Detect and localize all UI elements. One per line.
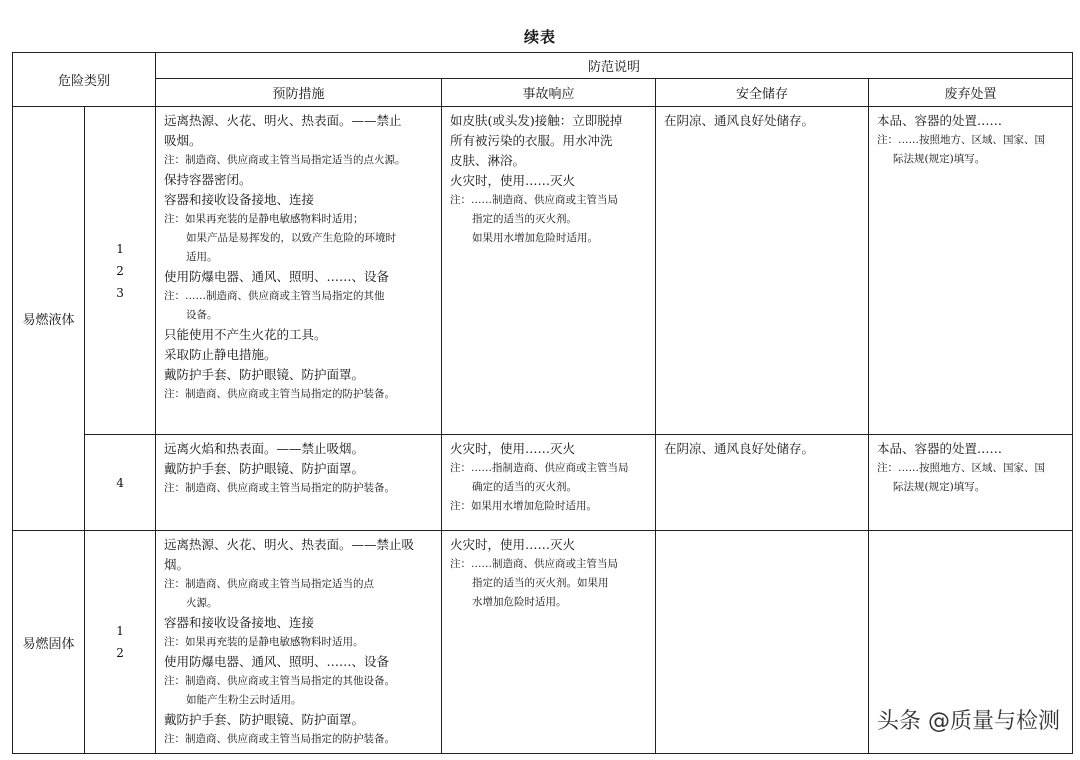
- storage-cell: [656, 107, 869, 435]
- disposal-cell: [869, 107, 1073, 435]
- text-line: 本品、容器的处置……: [877, 441, 1003, 456]
- storage-cell: [656, 435, 869, 531]
- note-line: 设备。: [186, 309, 218, 321]
- text-line: 采取防止静电措施。: [164, 347, 277, 362]
- hazard-class-cell: [85, 435, 156, 531]
- header-hazard-category: 危险类别: [13, 53, 156, 107]
- note-line: 水增加危险时适用。: [472, 596, 567, 608]
- disposal-cell: [869, 435, 1073, 531]
- hazard-class: 2: [116, 263, 124, 278]
- note-line: 际法规(规定)填写。: [893, 481, 986, 493]
- hazard-class: 1: [116, 241, 124, 256]
- text-line: 吸烟。: [164, 133, 202, 148]
- note-line: 注：如果再充装的是静电敏感物料时适用；: [164, 213, 364, 225]
- text-line: 只能使用不产生火花的工具。: [164, 327, 327, 342]
- hazard-class-cell: [85, 531, 156, 754]
- note-line: 际法规(规定)填写。: [893, 153, 986, 165]
- response-cell: [442, 107, 656, 435]
- precaution-table: [12, 52, 1073, 754]
- note-line: 注：……按照地方、区域、国家、国: [877, 462, 1046, 474]
- text-line: 保持容器密闭。: [164, 172, 252, 187]
- prevention-cell: [156, 531, 442, 754]
- note-line: 注：……指制造商、供应商或主管当局: [450, 462, 629, 474]
- text-line: 戴防护手套、防护眼镜、防护面罩。: [164, 461, 365, 476]
- note-line: 如能产生粉尘云时适用。: [186, 694, 302, 706]
- page-title: 续表: [523, 28, 556, 46]
- prevention-cell: [156, 107, 442, 435]
- note-line: 注：如果再充装的是静电敏感物料时适用。: [164, 636, 364, 648]
- header-response: 事故响应: [442, 79, 656, 107]
- note-line: 指定的适当的灭火剂。如果用: [472, 577, 609, 589]
- hazard-category-cell: 易燃固体: [13, 531, 85, 754]
- text-line: 容器和接收设备接地、连接: [164, 192, 315, 207]
- note-line: 注：制造商、供应商或主管当局指定适当的点: [164, 578, 375, 590]
- note-line: 适用。: [186, 251, 218, 263]
- note-line: 注：制造商、供应商或主管当局指定适当的点火源。: [164, 154, 406, 166]
- note-line: 指定的适当的灭火剂。: [472, 213, 578, 225]
- text-line: 远离火焰和热表面。——禁止吸烟。: [164, 441, 365, 456]
- watermark: 头条 @质量与检测: [877, 709, 1060, 734]
- text-line: 戴防护手套、防护眼镜、防护面罩。: [164, 712, 365, 727]
- text-line: 所有被污染的衣服。用水冲洗: [450, 133, 613, 148]
- text-line: 如皮肤(或头发)接触：立即脱掉: [450, 113, 623, 128]
- hazard-category-cell: 易燃液体: [13, 107, 85, 531]
- text-line: 在阴凉、通风良好处储存。: [664, 113, 815, 128]
- text-line: 火灾时，使用……灭火: [450, 537, 576, 552]
- text-line: 皮肤、淋浴。: [450, 153, 526, 168]
- text-line: 戴防护手套、防护眼镜、防护面罩。: [164, 367, 365, 382]
- note-line: 如果产品是易挥发的，以致产生危险的环境时: [186, 232, 397, 244]
- note-line: 注：制造商、供应商或主管当局指定的防护装备。: [164, 388, 396, 400]
- table-row: [13, 107, 1073, 435]
- note-line: 注：……按照地方、区域、国家、国: [877, 134, 1046, 146]
- note-line: 火源。: [186, 597, 218, 609]
- prevention-cell: [156, 435, 442, 531]
- note-line: 注：制造商、供应商或主管当局指定的其他设备。: [164, 675, 396, 687]
- note-line: 注：制造商、供应商或主管当局指定的防护装备。: [164, 733, 396, 745]
- header-disposal: 废弃处置: [869, 79, 1073, 107]
- note-line: 注：……制造商、供应商或主管当局: [450, 194, 619, 206]
- note-line: 注：制造商、供应商或主管当局指定的防护装备。: [164, 482, 396, 494]
- hazard-class: 2: [116, 646, 124, 660]
- note-line: 注：……制造商、供应商或主管当局: [450, 558, 619, 570]
- text-line: 远离热源、火花、明火、热表面。——禁止: [164, 113, 402, 128]
- response-cell: [442, 435, 656, 531]
- text-line: 火灾时，使用……灭火: [450, 441, 576, 456]
- note-line: 注：……制造商、供应商或主管当局指定的其他: [164, 290, 385, 302]
- note-line: 注：如果用水增加危险时适用。: [450, 500, 598, 512]
- text-line: 在阴凉、通风良好处储存。: [664, 441, 815, 456]
- hazard-class: 3: [116, 285, 124, 300]
- text-line: 容器和接收设备接地、连接: [164, 615, 315, 630]
- header-prevention: 预防措施: [156, 79, 442, 107]
- storage-cell: [656, 531, 869, 754]
- hazard-class: 4: [116, 475, 124, 490]
- note-line: 如果用水增加危险时适用。: [472, 232, 599, 244]
- text-line: 使用防爆电器、通风、照明、……、设备: [164, 654, 390, 669]
- hazard-class: 1: [116, 624, 124, 638]
- note-line: 确定的适当的灭火剂。: [472, 481, 578, 493]
- header-precaution-statement: 防范说明: [156, 53, 1073, 79]
- text-line: 远离热源、火花、明火、热表面。——禁止吸烟。: [164, 537, 415, 572]
- header-storage: 安全储存: [656, 79, 869, 107]
- hazard-class-cell: [85, 107, 156, 435]
- text-line: 火灾时，使用……灭火: [450, 173, 576, 188]
- text-line: 本品、容器的处置……: [877, 113, 1003, 128]
- table-row: [13, 435, 1073, 531]
- text-line: 使用防爆电器、通风、照明、……、设备: [164, 269, 390, 284]
- response-cell: [442, 531, 656, 754]
